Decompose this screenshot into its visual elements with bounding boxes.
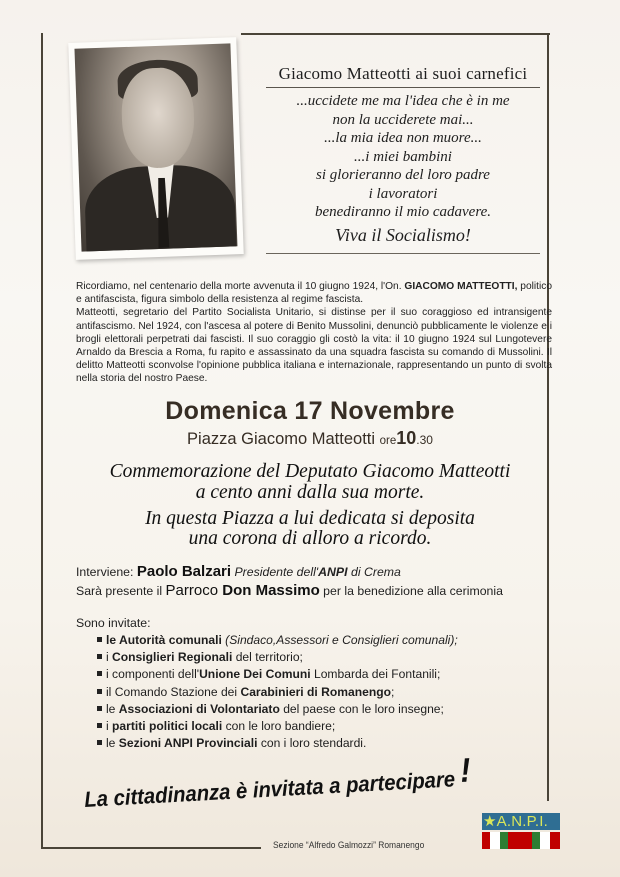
bullet-icon — [97, 689, 102, 694]
speaker-name: Paolo Balzari — [136, 563, 232, 580]
quote-box — [262, 64, 544, 254]
bullet-icon — [97, 723, 102, 728]
invited-list — [97, 632, 458, 752]
portrait-face — [120, 67, 195, 169]
bullet-icon — [97, 671, 102, 676]
intro-paragraph-2: Matteotti, segretario del Partito Socialista Unitario, si distinse per il suo coraggioso ed intransigente antifascismo. Nel 1924, con l'ascesa al potere di Benito Mussolini, denunciò pubblicamente le violenze e i brogli elettorali perpetrati dai fascisti. Il suo coraggio gli costò la vita: il 10 giugno 1924 sul Lungotevere Arnaldo da Brescia a Roma, fu rapito e assassinato da una squadra fascista su comando di Mussolini. Il delitto Matteotti sconvolse l'opinione pubblica italiana e internazionale, rappresentando un punto di svolta nella storia del nostro Paese. — [76, 307, 552, 385]
priest-text-suffix: per la benedizione alla cerimonia — [319, 584, 503, 598]
portrait-image — [74, 43, 237, 251]
bullet-icon — [97, 740, 102, 745]
speaker-role: Presidente dell' — [231, 565, 319, 579]
intro-name-bold: GIACOMO MATTEOTTI, — [404, 281, 518, 292]
priest-line — [76, 582, 503, 599]
invited-label: Sono invitate: — [76, 616, 151, 630]
flag-stripe-red — [508, 832, 532, 849]
speaker-role-suffix: di Crema — [347, 565, 401, 579]
commemoration-line-4: una corona di alloro a ricordo. — [188, 528, 432, 549]
invited-item: i Consiglieri Regionali del territorio; — [97, 649, 458, 666]
quote-divider — [266, 253, 540, 255]
quote-line: benediranno il mio cadavere. — [314, 204, 492, 220]
intro-paragraph-1 — [76, 280, 552, 306]
bullet-icon — [97, 706, 102, 711]
flag-stripe-white — [490, 832, 500, 849]
invited-item: il Comando Stazione dei Carabinieri di Romanengo; — [97, 684, 458, 701]
bullet-icon — [97, 637, 102, 642]
event-ore-label: ore — [379, 435, 397, 447]
quote-closing: Viva il Socialismo! — [335, 224, 471, 245]
quote-line: ...i miei bambini — [354, 148, 452, 165]
priest-name: Don Massimo — [222, 582, 320, 599]
event-place-time — [0, 428, 620, 449]
cta-exclamation: ! — [459, 751, 472, 790]
flag-stripe-white — [540, 832, 550, 849]
portrait-photo — [68, 37, 243, 260]
frame-top-line — [241, 33, 550, 35]
quote-title: Giacomo Matteotti ai suoi carnefici — [266, 64, 540, 88]
speaker-line — [76, 563, 401, 580]
flag-stripe-green — [500, 832, 508, 849]
priest-text: Sarà presente il — [76, 584, 166, 598]
invited-item: i partiti politici locali con le loro bandiere; — [97, 718, 458, 735]
event-date: Domenica 17 Novembre — [165, 397, 455, 425]
invited-item: le Associazioni di Volontariato del paese con le loro insegne; — [97, 701, 458, 718]
event-minutes: .30 — [416, 433, 433, 447]
flag-stripe-red — [550, 832, 560, 849]
anpi-logo — [482, 813, 560, 849]
quote-line: si glorieranno del loro padre — [316, 167, 490, 183]
invited-item: le Autorità comunali (Sindaco,Assessori e Consiglieri comunali); — [97, 632, 458, 649]
commemoration-line-2: a cento anni dalla sua morte. — [195, 482, 425, 503]
quote-line: ...la mia idea non muore... — [324, 130, 482, 146]
intro-text-span: Ricordiamo, nel centenario della morte avvenuta il 10 giugno 1924, l'On. — [76, 281, 405, 292]
invited-item: i componenti dell'Unione Dei Comuni Lombarda dei Fontanili; — [97, 666, 458, 683]
quote-line: ...uccidete me ma l'idea che è in me — [296, 93, 510, 109]
anpi-flag-stripes — [482, 832, 560, 849]
speaker-org: ANPI — [318, 565, 348, 579]
anpi-logo-text: ★A.N.P.I. — [482, 813, 560, 830]
section-name: Sezione “Alfredo Galmozzi” Romanengo — [273, 840, 425, 850]
quote-line: non la ucciderete mai... — [332, 111, 474, 128]
call-to-action — [83, 751, 472, 813]
bullet-icon — [97, 654, 102, 659]
commemoration-line-3: In questa Piazza a lui dedicata si deposita — [145, 508, 475, 529]
event-hour: 10 — [396, 428, 417, 448]
commemoration-line-1: Commemorazione del Deputato Giacomo Matteotti — [109, 461, 511, 482]
intro-text — [76, 280, 552, 386]
frame-bottom-line — [41, 847, 261, 849]
flag-stripe-green — [532, 832, 540, 849]
flag-stripe-red — [482, 832, 490, 849]
priest-title: Parroco — [165, 582, 223, 599]
intro-text-span: politico e antifascista, figura simbolo della resistenza al regime fascista. — [76, 281, 553, 306]
invited-item: le Sezioni ANPI Provinciali con i loro stendardi. — [97, 735, 458, 752]
cta-text: La cittadinanza è invitata a partecipare — [83, 766, 456, 812]
event-place: Piazza Giacomo Matteotti — [187, 430, 376, 448]
quote-line: i lavoratori — [368, 185, 438, 202]
speaker-label: Interviene: — [76, 565, 137, 579]
